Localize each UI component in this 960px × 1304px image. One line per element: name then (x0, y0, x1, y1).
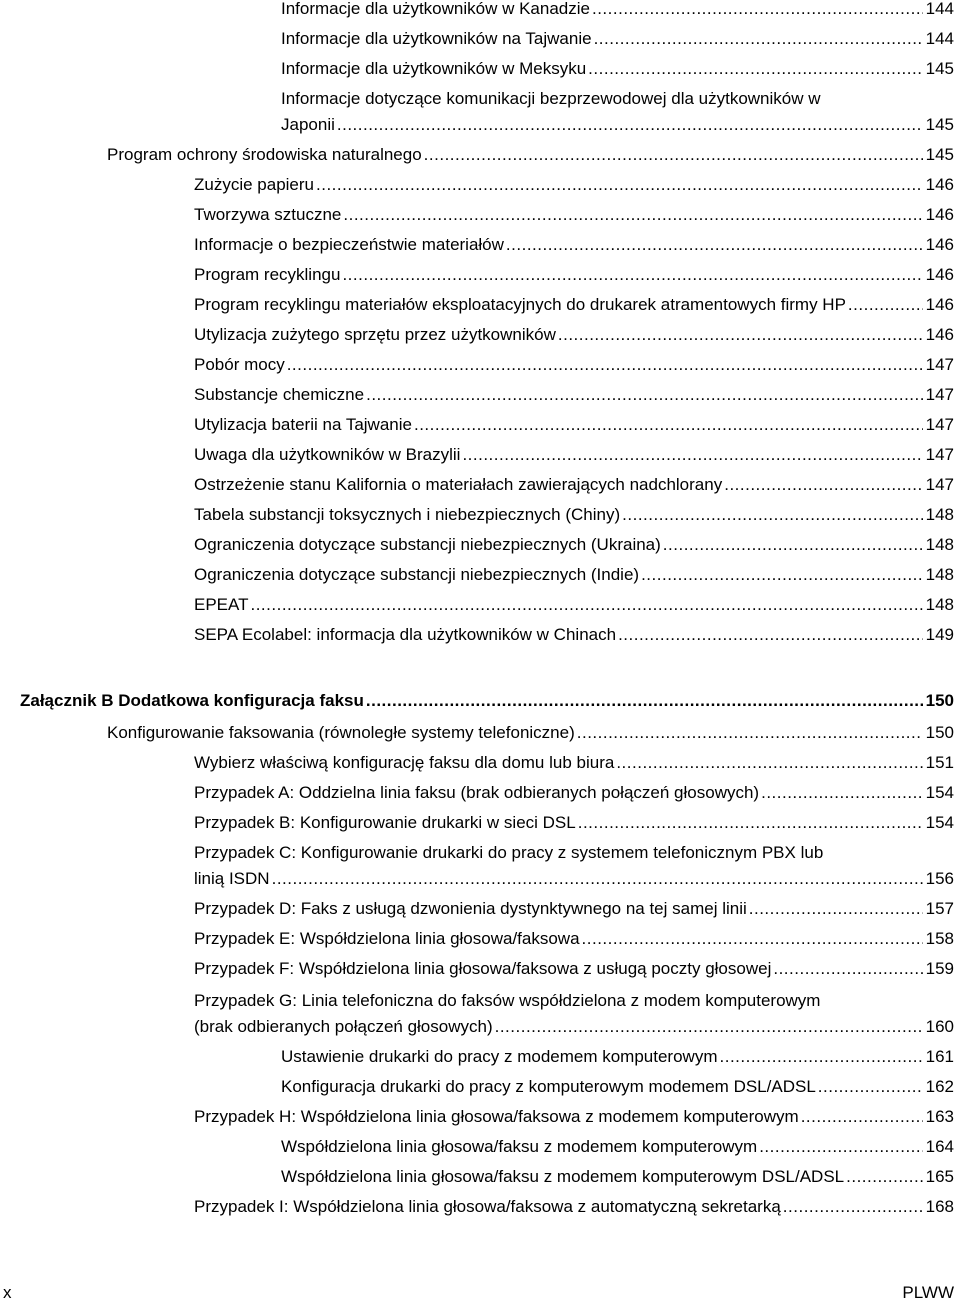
toc-entry-page-number: 164 (925, 1137, 954, 1156)
toc-entry-title: Przypadek E: Współdzielona linia głosowa/faksowa (194, 929, 580, 948)
dot-leader (582, 926, 923, 952)
dot-leader (592, 0, 923, 22)
toc-entry-page-number: 165 (925, 1167, 954, 1186)
dot-leader (343, 202, 922, 228)
toc-entry[interactable] (194, 1104, 954, 1130)
toc-entry-page-number: 147 (925, 445, 954, 464)
toc-entry-page-number: 150 (925, 723, 954, 742)
dot-leader (506, 232, 923, 258)
toc-entry-title: Utylizacja zużytego sprzętu przez użytkowników (194, 325, 556, 344)
dot-leader (783, 1194, 923, 1220)
footer-document-code: PLWW (902, 1283, 954, 1302)
toc-entry-title: Tworzywa sztuczne (194, 205, 342, 224)
toc-entry[interactable] (107, 142, 954, 168)
toc-entry[interactable] (194, 322, 954, 348)
toc-entry-page-number: 148 (925, 535, 954, 554)
toc-entry-page-number: 147 (925, 475, 954, 494)
toc-entry-title: Informacje o bezpieczeństwie materiałów (194, 235, 504, 254)
dot-leader (414, 412, 923, 438)
toc-entry-title: Program recyklingu materiałów eksploatacyjnych do drukarek atramentowych firmy HP (194, 295, 846, 314)
toc-entry[interactable] (194, 382, 954, 408)
toc-entry[interactable] (281, 1044, 954, 1070)
dot-leader (588, 56, 922, 82)
toc-entry-page-number: 145 (925, 59, 954, 78)
dot-leader (594, 26, 923, 52)
toc-entry-title: Przypadek H: Współdzielona linia głosowa/faksowa z modemem komputerowym (194, 1107, 799, 1126)
toc-entry-title: Ograniczenia dotyczące substancji niebezpiecznych (Indie) (194, 565, 640, 584)
toc-entry[interactable] (194, 412, 954, 438)
toc-entry-title: Przypadek I: Współdzielona linia głosowa/faksowa z automatyczną sekretarką (194, 1197, 781, 1216)
toc-entry-title-line: Przypadek C: Konfigurowanie drukarki do pracy z systemem telefonicznym PBX lub (194, 843, 824, 862)
toc-entry-page-number: 148 (925, 505, 954, 524)
toc-entry[interactable] (194, 442, 954, 468)
dot-leader (848, 292, 923, 318)
footer-page-number: x (3, 1283, 12, 1302)
toc-entry-title-line: Informacje dotyczące komunikacji bezprzewodowej dla użytkowników w (281, 89, 821, 108)
toc-entry-page-number: 147 (925, 385, 954, 404)
toc-entry[interactable] (194, 988, 954, 1040)
toc-entry-page-number: 151 (925, 753, 954, 772)
toc-entry-title: Konfiguracja drukarki do pracy z komputerowym modemem DSL/ADSL (281, 1077, 816, 1096)
toc-entry-title: Załącznik B Dodatkowa konfiguracja faksu (20, 691, 364, 710)
toc-entry-title: Program recyklingu (194, 265, 341, 284)
dot-leader (641, 562, 923, 588)
toc-entry-title: Utylizacja baterii na Tajwanie (194, 415, 412, 434)
dot-leader (577, 720, 923, 746)
toc-entry[interactable] (194, 1194, 954, 1220)
toc-entry-title: Pobór mocy (194, 355, 285, 374)
dot-leader (272, 866, 923, 892)
toc-entry-title: (brak odbieranych połączeń głosowych) (194, 1017, 493, 1036)
toc-entry-title: Współdzielona linia głosowa/faksu z modemem komputerowym DSL/ADSL (281, 1167, 845, 1186)
dot-leader (495, 1014, 923, 1040)
toc-entry-title: Przypadek F: Współdzielona linia głosowa/faksowa z usługą poczty głosowej (194, 959, 772, 978)
toc-entry[interactable] (281, 0, 954, 22)
toc-entry[interactable] (194, 562, 954, 588)
toc-entry-page-number: 160 (925, 1017, 954, 1036)
toc-entry-title: EPEAT (194, 595, 249, 614)
dot-leader (616, 750, 922, 776)
toc-entry-page-number: 146 (925, 175, 954, 194)
toc-entry-title: linią ISDN (194, 869, 270, 888)
dot-leader (773, 956, 922, 982)
dot-leader (250, 592, 922, 618)
toc-entry[interactable] (281, 26, 954, 52)
toc-entry-title: Japonii (281, 115, 335, 134)
toc-entry-page-number: 147 (925, 415, 954, 434)
toc-entry-page-number: 161 (925, 1047, 954, 1066)
toc-entry-page-number: 144 (925, 29, 954, 48)
toc-entry[interactable] (194, 262, 954, 288)
toc-entry-page-number: 146 (925, 295, 954, 314)
toc-entry-title: Informacje dla użytkowników w Kanadzie (281, 0, 590, 18)
toc-entry-page-number: 148 (925, 565, 954, 584)
dot-leader (337, 112, 923, 138)
toc-entry[interactable] (281, 1164, 954, 1190)
toc-entry[interactable] (194, 896, 954, 922)
toc-entry-page-number: 159 (925, 959, 954, 978)
toc-entry-page-number: 168 (925, 1197, 954, 1216)
toc-entry-title: Zużycie papieru (194, 175, 315, 194)
toc-entry-page-number: 154 (925, 783, 954, 802)
toc-entry[interactable] (194, 502, 954, 528)
toc-entry-page-number: 146 (925, 265, 954, 284)
toc-entry-page-number: 148 (925, 595, 954, 614)
toc-entry[interactable] (194, 840, 954, 892)
toc-entry-title: Konfigurowanie faksowania (równoległe systemy telefoniczne) (107, 723, 575, 742)
toc-entry-title: Przypadek D: Faks z usługą dzwonienia dystynktywnego na tej samej linii (194, 899, 747, 918)
toc-entry[interactable] (281, 86, 954, 138)
toc-entry[interactable] (194, 810, 954, 836)
dot-leader (724, 472, 922, 498)
toc-entry[interactable] (194, 532, 954, 558)
toc-entry-title: Wybierz właściwą konfigurację faksu dla domu lub biura (194, 753, 615, 772)
toc-entry[interactable] (194, 472, 954, 498)
toc-entry-title: Informacje dla użytkowników w Meksyku (281, 59, 587, 78)
dot-leader (287, 352, 923, 378)
toc-entry-page-number: 146 (925, 325, 954, 344)
toc-entry-title: Program ochrony środowiska naturalnego (107, 145, 422, 164)
toc-entry-title-line: Przypadek G: Linia telefoniczna do faksów współdzielona z modem komputerowym (194, 991, 821, 1010)
dot-leader (622, 502, 922, 528)
toc-entry-title: SEPA Ecolabel: informacja dla użytkowników w Chinach (194, 625, 617, 644)
toc-entry-title: Substancje chemiczne (194, 385, 365, 404)
toc-entry[interactable] (194, 202, 954, 228)
toc-entry-page-number: 150 (925, 691, 954, 710)
toc-entry[interactable] (194, 780, 954, 806)
toc-entry-title: Ustawienie drukarki do pracy z modemem komputerowym (281, 1047, 718, 1066)
toc-entry[interactable] (194, 622, 954, 648)
toc-entry[interactable] (194, 292, 954, 318)
toc-entry[interactable] (20, 688, 954, 714)
dot-leader (316, 172, 923, 198)
toc-entry-title: Tabela substancji toksycznych i niebezpiecznych (Chiny) (194, 505, 621, 524)
toc-entry-title: Ostrzeżenie stanu Kalifornia o materiałach zawierających nadchlorany (194, 475, 723, 494)
toc-entry-page-number: 144 (925, 0, 954, 18)
toc-entry-title: Przypadek B: Konfigurowanie drukarki w sieci DSL (194, 813, 576, 832)
toc-entry[interactable] (194, 352, 954, 378)
dot-leader (818, 1074, 923, 1100)
toc-entry-page-number: 162 (925, 1077, 954, 1096)
dot-leader (342, 262, 922, 288)
dot-leader (846, 1164, 923, 1190)
toc-entry-title: Ograniczenia dotyczące substancji niebezpiecznych (Ukraina) (194, 535, 661, 554)
toc-entry[interactable] (194, 926, 954, 952)
toc-entry-title: Przypadek A: Oddzielna linia faksu (brak odbieranych połączeń głosowych) (194, 783, 760, 802)
dot-leader (366, 382, 923, 408)
toc-entry-page-number: 149 (925, 625, 954, 644)
toc-entry[interactable] (281, 1134, 954, 1160)
toc-entry[interactable] (194, 956, 954, 982)
toc-entry-page-number: 146 (925, 235, 954, 254)
toc-entry-page-number: 158 (925, 929, 954, 948)
toc-entry-page-number: 147 (925, 355, 954, 374)
toc-entry[interactable] (281, 56, 954, 82)
toc-entry-title: Współdzielona linia głosowa/faksu z modemem komputerowym (281, 1137, 758, 1156)
toc-entry-title: Uwaga dla użytkowników w Brazylii (194, 445, 461, 464)
dot-leader (366, 688, 923, 714)
toc-entry-page-number: 146 (925, 205, 954, 224)
toc-entry-page-number: 154 (925, 813, 954, 832)
toc-entry[interactable] (194, 232, 954, 258)
dot-leader (759, 1134, 922, 1160)
toc-entry-page-number: 145 (925, 145, 954, 164)
dot-leader (462, 442, 922, 468)
toc-entry[interactable] (194, 172, 954, 198)
toc-entry-title: Informacje dla użytkowników na Tajwanie (281, 29, 592, 48)
dot-leader (720, 1044, 923, 1070)
toc-entry[interactable] (281, 1074, 954, 1100)
dot-leader (558, 322, 923, 348)
toc-entry[interactable] (107, 720, 954, 746)
dot-leader (663, 532, 923, 558)
dot-leader (761, 780, 923, 806)
toc-entry-page-number: 157 (925, 899, 954, 918)
toc-entry[interactable] (194, 750, 954, 776)
toc-entry-page-number: 163 (925, 1107, 954, 1126)
toc-entry-page-number: 145 (925, 115, 954, 134)
dot-leader (749, 896, 923, 922)
dot-leader (618, 622, 923, 648)
toc-entry[interactable] (194, 592, 954, 618)
toc-entry-page-number: 156 (925, 869, 954, 888)
dot-leader (578, 810, 923, 836)
dot-leader (801, 1104, 923, 1130)
dot-leader (424, 142, 923, 168)
